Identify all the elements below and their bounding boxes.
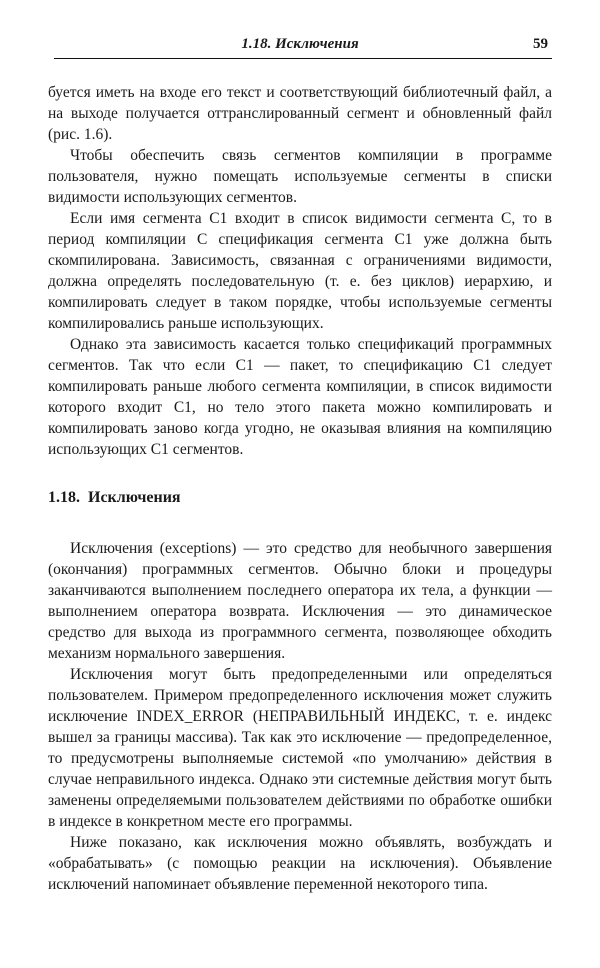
- section-title: Исключения: [88, 489, 181, 506]
- paragraph: Однако эта зависимость касается только спецификаций программных сегментов. Так что если C1 — пакет, то спецификацию C1 следует компилировать раньше любого сегмента компиляции, в список видимости которого входит C1, но тело этого пакета можно компилировать и компилировать заново когда угодно, не оказывая влияния на компиляцию использующих C1 сегментов.: [48, 336, 552, 458]
- paragraph: Исключения (exceptions) — это средство для необычного завершения (окончания) программных сегментов. Обычно блоки и процедуры заканчиваются выполнением последнего оператора их тела, а функции — выполнением оператора возврата. Исключения — это динамическое средство для выхода из программного сегмента, позволяющее обходить механизм нормального завершения.: [48, 540, 552, 662]
- top-text-block: [48, 82, 552, 460]
- paragraph: Если имя сегмента C1 входит в список видимости сегмента C, то в период компиляции C спецификация сегмента C1 уже должна быть скомпилирована. Зависимость, связанная с ограничениями видимости, должна определять последовательную (т. е. без циклов) иерархию, и компилировать следует в таком порядке, чтобы используемые сегменты компилировались раньше использующих.: [48, 210, 552, 332]
- page-number: 59: [533, 36, 548, 52]
- section-number: 1.18.: [48, 489, 80, 506]
- paragraph: Исключения могут быть предопределенными или определяться пользователем. Примером предопределенного исключения может служить исключение INDEX_ERROR (НЕПРАВИЛЬНЫЙ ИНДЕКС, т. е. индекс вышел за границы массива). Так как это исключение — предопределенное, то предусмотрены выполняемые системой «по умолчанию» действия в случае неправильного индекса. Однако эти системные действия могут быть заменены определяемыми пользователем действиями по обработке ошибки в индексе в конкретном месте его программы.: [48, 666, 552, 830]
- section-text-block: [48, 538, 552, 895]
- running-header: [48, 36, 552, 56]
- running-title: 1.18. Исключения: [241, 36, 359, 52]
- section-heading: [48, 489, 181, 507]
- header-rule: [54, 58, 552, 59]
- paragraph: Чтобы обеспечить связь сегментов компиляции в программе пользователя, нужно помещать используемые сегменты в списки видимости использующих сегментов.: [48, 147, 552, 206]
- paragraph-continuation: буется иметь на входе его текст и соответствующий библиотечный файл, а на выходе получается оттранслированный сегмент и обновленный файл (рис. 1.6).: [48, 84, 552, 143]
- paragraph: Ниже показано, как исключения можно объявлять, возбуждать и «обрабатывать» (с помощью реакции на исключения). Объявление исключений напоминает объявление переменной некоторого типа.: [48, 834, 552, 893]
